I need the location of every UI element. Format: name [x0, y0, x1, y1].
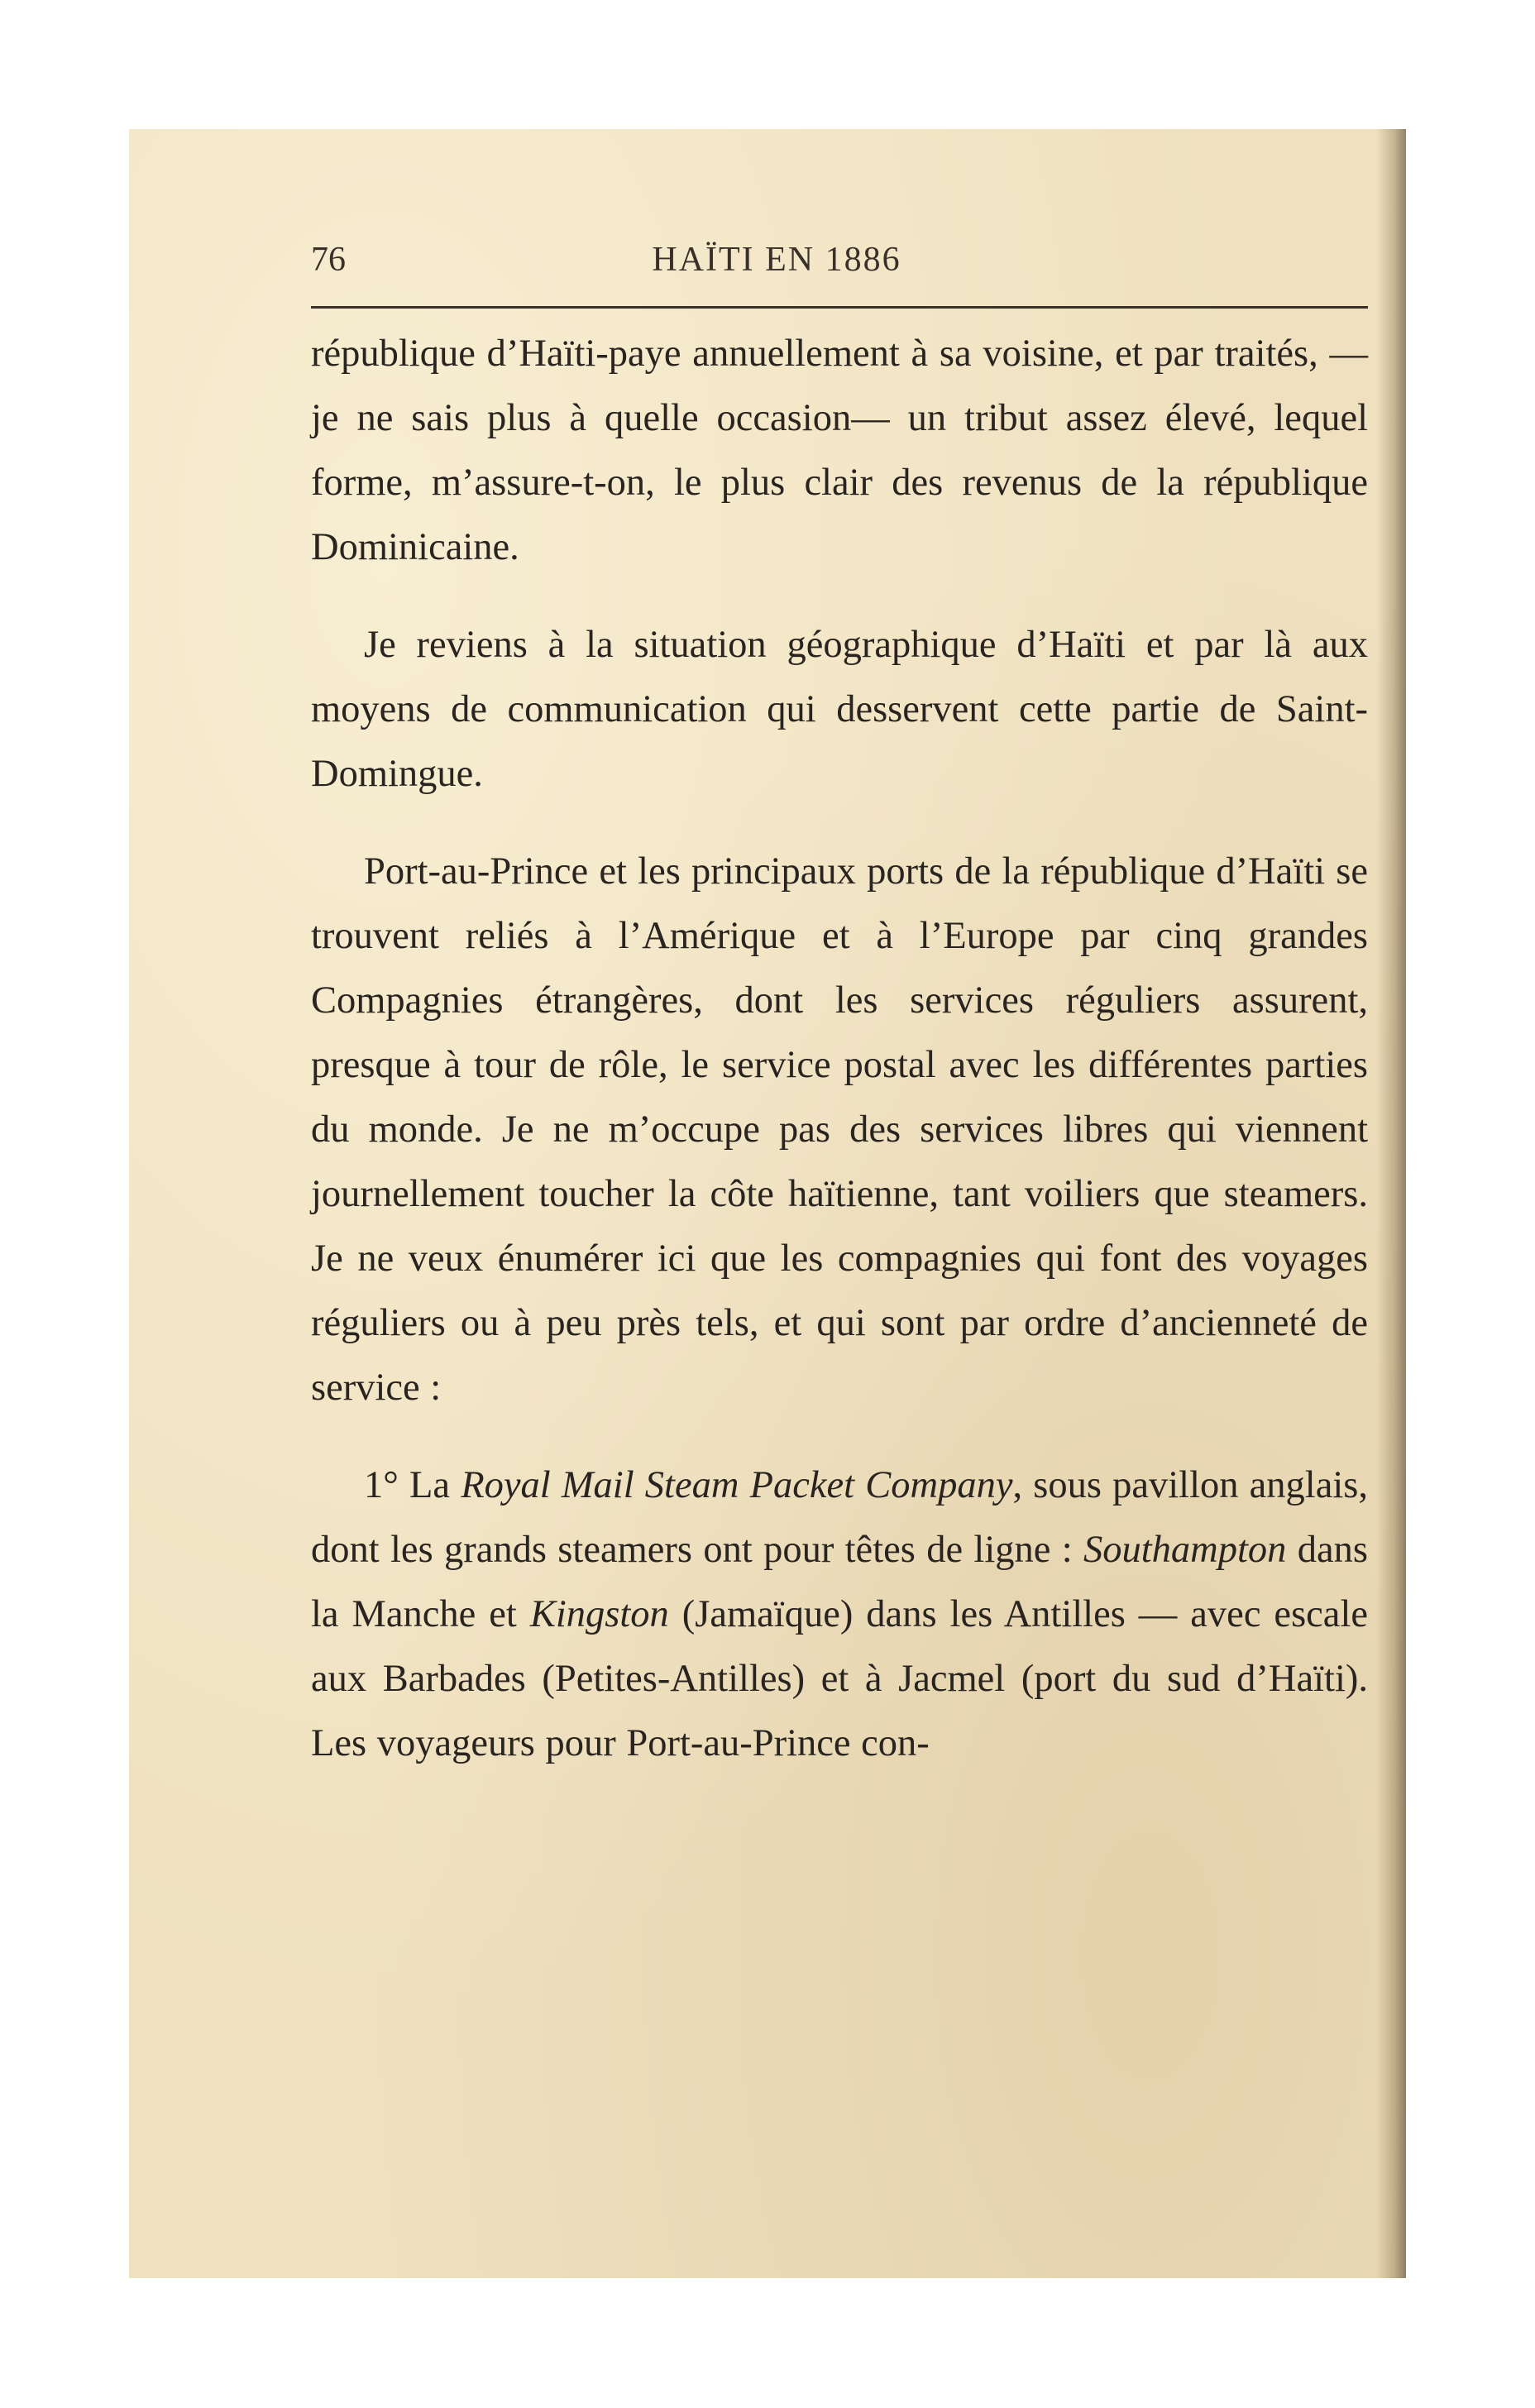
- book-page: [185, 232, 1368, 1776]
- company-name: Royal Mail Steam Packet Company: [461, 1464, 1013, 1506]
- text-run: 1° La: [364, 1464, 461, 1506]
- paragraph: république d’Haïti-paye annuellement à sa voisine, et par traités, — je ne sais plus à quelle occasion— un tribut assez élevé, lequel forme, m’assure-t-on, le plus clair des revenus de la république Dominicaine.: [311, 333, 1368, 568]
- text-run: , sous pavillon anglais, dont les grands steamers ont pour têtes de ligne :: [311, 1464, 1368, 1571]
- paragraph: Port-au-Prince et les principaux ports de la république d’Haïti se trouvent reliés à l’Amérique et à l’Europe par cinq grandes Compagnies étrangères, dont les services réguliers assurent, presque à tour de rôle, le service postal avec les différentes parties du monde. Je ne m’occupe pas des services libres qui viennent journellement toucher la côte haïtienne, tant voiliers que steamers. Je ne veux énumérer ici que les compagnies qui font des voyages réguliers ou à peu près tels, et qui sont par ordre d’ancienneté de service :: [311, 850, 1368, 1409]
- page-number: 76: [311, 241, 346, 279]
- text-run: (Jamaïque) dans les Antilles — avec escale aux Barbades (Petites-Antilles) et à Jacmel (port du sud d’Haïti). Les voyageurs pour Port-au-Prince con-: [311, 1593, 1369, 1764]
- running-title: HAÏTI EN 1886: [652, 241, 901, 279]
- body-text: [311, 322, 1368, 1776]
- running-head: [185, 232, 1368, 291]
- paragraph-royal-mail: [311, 1453, 1368, 1776]
- text-run: dans la Manche et: [311, 1529, 1368, 1635]
- place-name: Southampton: [1083, 1529, 1287, 1571]
- paragraph-gap: [311, 580, 1368, 613]
- paragraph: Je reviens à la situation géographique d’Haïti et par là aux moyens de communication qui desservent cette partie de Saint-Domingue.: [311, 624, 1368, 795]
- header-rule: [311, 306, 1368, 309]
- paragraph-gap: [311, 1420, 1368, 1453]
- place-name: Kingston: [529, 1593, 669, 1635]
- book-gutter-shadow: [1376, 129, 1406, 2278]
- paragraph-gap: [311, 807, 1368, 840]
